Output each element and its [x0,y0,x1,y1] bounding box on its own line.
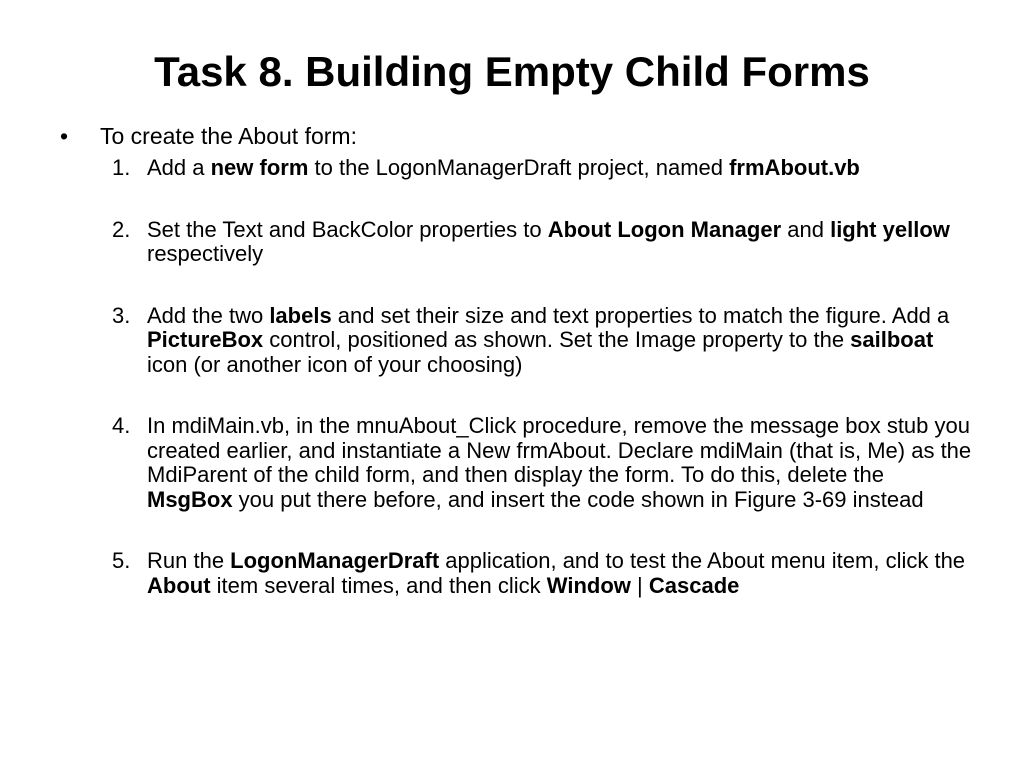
step-run: In mdiMain.vb, in the mnuAbout_Click procedure, remove the message box stub you created earlier, and instantiate a New frmAbout. Declare mdiMain (that is, Me) as the MdiParent of the child form, and then display the form. To do this, delete the [147,413,972,487]
step-text [147,155,860,180]
step-run: Add a [147,155,211,180]
step-emphasis: MsgBox [147,486,233,512]
step-run: and set their size and text properties to match the figure. Add a [331,302,950,328]
step-run: Add the two [147,302,270,328]
step-item [112,549,972,598]
step-number: 1. [112,155,131,180]
step-run: item several times, and then click [210,572,547,598]
step-number: 3. [112,302,131,328]
step-run: control, positioned as shown. Set the Image property to the [263,327,851,352]
slide-title: Task 8. Building Empty Child Forms [154,48,870,95]
step-emphasis: LogonManagerDraft [230,548,440,573]
step-emphasis: About [147,572,211,598]
step-emphasis: frmAbout.vb [729,155,860,180]
step-emphasis: PictureBox [147,327,264,352]
step-emphasis: new form [210,155,309,180]
step-run: icon (or another icon of your choosing) [147,351,523,377]
bullet-text: To create the About form: [100,123,357,149]
step-text [147,413,971,512]
step-emphasis: sailboat [850,327,934,352]
numbered-steps-list [112,156,972,635]
bullet-mark: • [60,123,69,149]
step-text [147,303,949,377]
step-item [112,304,972,378]
step-run: Set the Text and BackColor properties to [147,216,548,242]
step-run: and [781,216,831,242]
step-text [147,548,965,598]
step-run: application, and to test the About menu item, click the [439,548,966,573]
step-item [112,218,972,267]
step-emphasis: Window [546,572,631,598]
step-emphasis: labels [269,302,332,328]
step-item [112,156,972,181]
step-item [112,414,972,512]
step-run: respectively [147,241,264,266]
step-number: 5. [112,548,131,573]
step-emphasis: light yellow [830,216,950,242]
step-text [147,217,950,267]
step-run: | [630,572,649,598]
step-emphasis: Cascade [648,572,740,598]
step-run: Run the [147,548,231,573]
step-number: 2. [112,216,131,242]
step-run: to the LogonManagerDraft project, named [308,155,730,180]
bullet-item [60,122,357,150]
step-number: 4. [112,413,131,438]
step-run: you put there before, and insert the code shown in Figure 3-69 instead [232,486,924,512]
step-emphasis: About Logon Manager [547,216,782,242]
